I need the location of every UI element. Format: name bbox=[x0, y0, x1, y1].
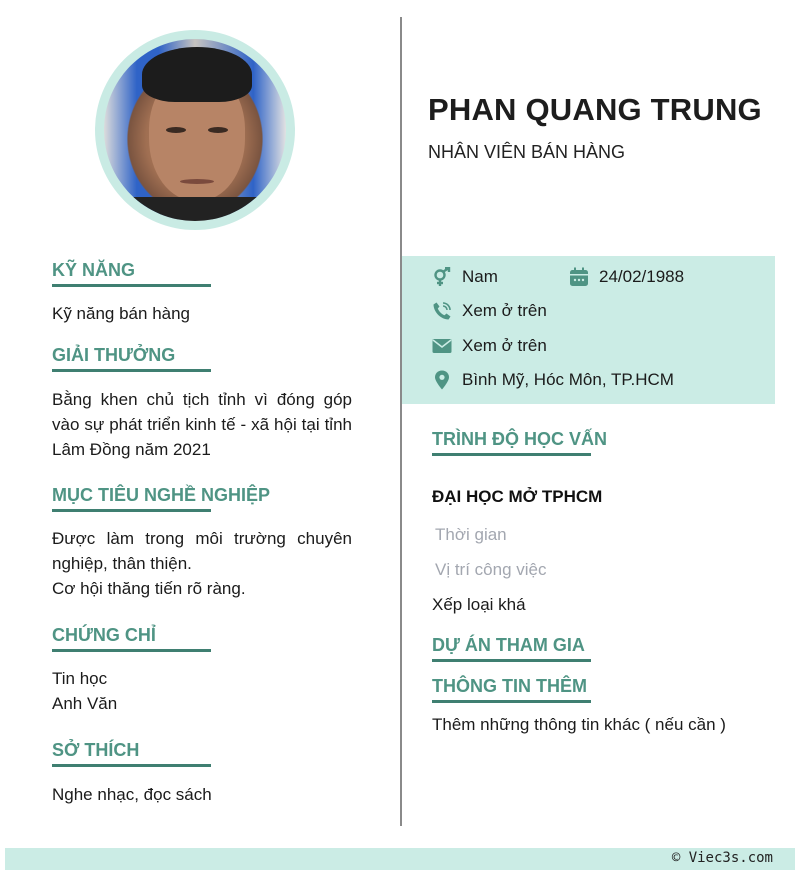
avatar bbox=[104, 39, 286, 221]
heading-underline bbox=[52, 649, 211, 652]
contact-birthday bbox=[569, 267, 684, 287]
avatar-eye bbox=[166, 127, 186, 133]
map-pin-icon bbox=[432, 370, 452, 390]
heading-underline bbox=[432, 700, 591, 703]
section-heading: GIẢI THƯỞNG bbox=[52, 345, 176, 365]
avatar-mouth bbox=[180, 179, 214, 184]
section-education bbox=[432, 428, 607, 456]
contact-email bbox=[432, 336, 547, 356]
section-heading: KỸ NĂNG bbox=[52, 260, 136, 280]
heading-underline bbox=[52, 764, 211, 767]
heading-underline bbox=[432, 659, 591, 662]
phone-icon bbox=[432, 301, 452, 321]
gender-icon bbox=[432, 267, 452, 287]
section-heading: TRÌNH ĐỘ HỌC VẤN bbox=[432, 429, 607, 449]
heading-underline bbox=[52, 509, 211, 512]
birthday-value: 24/02/1988 bbox=[599, 267, 685, 286]
copyright: © Viec3s.com bbox=[671, 850, 773, 866]
heading-underline bbox=[52, 369, 211, 372]
envelope-icon bbox=[432, 336, 452, 356]
section-heading: THÔNG TIN THÊM bbox=[432, 676, 587, 696]
certificate-item: Tin học bbox=[52, 669, 108, 688]
contact-phone bbox=[432, 301, 547, 321]
section-certificates bbox=[52, 624, 211, 652]
heading-underline bbox=[52, 284, 211, 287]
education-time: Thời gian bbox=[435, 525, 507, 544]
section-more-info bbox=[432, 675, 591, 703]
section-hobbies bbox=[52, 739, 211, 767]
footer bbox=[5, 848, 795, 870]
section-projects bbox=[432, 634, 591, 662]
avatar-eye bbox=[208, 127, 228, 133]
objective-line: Được làm trong môi trường chuyên nghiệp, thân thiện. bbox=[52, 529, 352, 573]
email-value: Xem ở trên bbox=[462, 336, 547, 355]
section-heading: DỰ ÁN THAM GIA bbox=[432, 635, 585, 655]
education-position: Vị trí công việc bbox=[435, 560, 547, 579]
section-heading: MỤC TIÊU NGHỀ NGHIỆP bbox=[52, 485, 271, 505]
address-value: Bình Mỹ, Hóc Môn, TP.HCM bbox=[462, 370, 674, 389]
column-divider bbox=[400, 17, 402, 826]
contact-gender bbox=[432, 267, 498, 287]
skill-item: Kỹ năng bán hàng bbox=[52, 304, 191, 323]
candidate-name: PHAN QUANG TRUNG bbox=[428, 92, 762, 127]
award-text: Bằng khen chủ tịch tỉnh vì đóng góp vào sự phát triển kinh tế - xã hội tại tỉnh Lâm Đồng năm 2021 bbox=[52, 390, 352, 459]
avatar-hair bbox=[142, 47, 252, 102]
certificate-item: Anh Văn bbox=[52, 694, 118, 713]
section-heading: SỞ THÍCH bbox=[52, 740, 140, 760]
phone-value: Xem ở trên bbox=[462, 301, 547, 320]
section-heading: CHỨNG CHỈ bbox=[52, 625, 156, 645]
gender-value: Nam bbox=[462, 267, 498, 286]
section-skills bbox=[52, 259, 211, 287]
more-info-text: Thêm những thông tin khác ( nếu cần ) bbox=[432, 715, 726, 734]
heading-underline bbox=[432, 453, 591, 456]
school-name: ĐẠI HỌC MỞ TPHCM bbox=[432, 487, 603, 506]
avatar-frame bbox=[95, 30, 295, 230]
objective-line: Cơ hội thăng tiến rõ ràng. bbox=[52, 579, 246, 598]
section-awards bbox=[52, 344, 211, 372]
section-objective bbox=[52, 484, 271, 512]
calendar-icon bbox=[569, 267, 589, 287]
education-grade: Xếp loại khá bbox=[432, 595, 526, 614]
avatar-shirt bbox=[104, 197, 286, 221]
hobbies-text: Nghe nhạc, đọc sách bbox=[52, 785, 212, 804]
contact-address bbox=[432, 370, 674, 390]
job-title: NHÂN VIÊN BÁN HÀNG bbox=[428, 142, 626, 162]
